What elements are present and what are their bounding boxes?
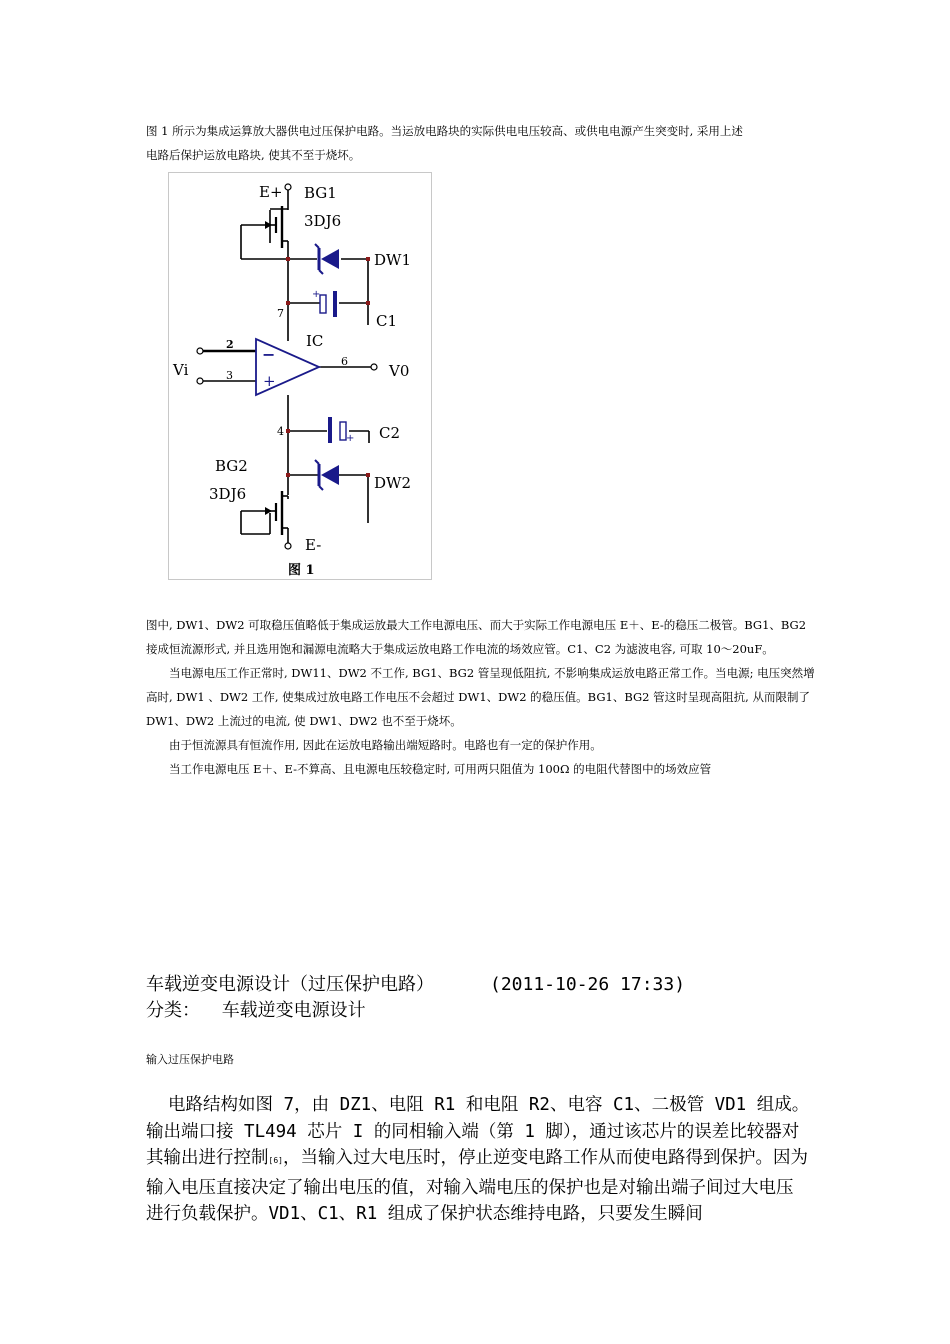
- label-plus: +: [263, 372, 276, 390]
- citation-ref[interactable]: [6]: [268, 1156, 283, 1165]
- body-part-1: 电路结构如图 7，由 DZ1、电阻 R1 和电阻 R2、电容 C1、二极管 VD1 组成。输出端口接 TL494 芯片 I 的同相输入端（第 1 脚），通过该芯片的误差比较器对其输出进行控制: [146, 1095, 810, 1168]
- paragraph-4: 当工作电源电压 E＋、E-不算高、且电源电压较稳定时, 可用两只阻值为 100Ω 的电阻代替图中的场效应管: [169, 762, 712, 776]
- label-dw2: DW2: [374, 474, 411, 492]
- label-bg2: BG2: [215, 457, 248, 475]
- bg1-gate-arrow: [265, 221, 272, 229]
- label-pin4: 4: [277, 425, 284, 438]
- dw1-zener-symbol: [315, 244, 339, 274]
- paragraph-2: 当电源电压工作正常时, DW11、DW2 不工作, BG1、BG2 管呈现低阻抗, 不影响集成运放电路正常工作。当电源; 电压突然增高时, DW1 、DW2 工作, 使集成过放电路工作电压不会超过 DW1、DW2 的稳压值。BG1、BG2 管这时呈现高阻抗, 从而限制了 DW1、DW2 上流过的电流, 使 DW1、DW2 也不至于烧坏。: [146, 666, 815, 728]
- label-e-plus: E+: [259, 183, 283, 201]
- label-ic: IC: [306, 332, 324, 350]
- label-pin7: 7: [277, 307, 284, 320]
- intro-line-1: 图 1 所示为集成运算放大器供电过压保护电路。当运放电路块的实际供电电压较高、或供电电源产生突变时, 采用上述: [146, 124, 743, 138]
- body-part-2: ，当输入过大电压时，停止逆变电路工作从而使电路得到保护。因为输入电压直接决定了输出电压的值，对输入端电压的保护也是对输出端子间过大电压进行负载保护。VD1、C1、R1 组成了保护状态维持电路，只要发生瞬间: [146, 1148, 808, 1224]
- label-pin2: 2: [226, 338, 234, 351]
- label-vi: Vi: [173, 361, 189, 379]
- label-e-minus: E-: [305, 536, 322, 554]
- label-pin6: 6: [341, 355, 348, 368]
- svg-text:+: +: [312, 289, 321, 300]
- article-title: 车载逆变电源设计（过压保护电路）: [146, 974, 434, 995]
- article-header: [146, 972, 685, 1024]
- bg2-gate-arrow: [265, 507, 272, 515]
- label-bg1-type: 3DJ6: [304, 212, 342, 230]
- intro-line-2: 电路后保护运放电路块, 使其不至于烧坏。: [146, 148, 361, 162]
- category-value[interactable]: 车载逆变电源设计: [221, 1000, 366, 1021]
- description-paragraphs: [146, 613, 818, 781]
- intro-paragraph: [146, 119, 816, 167]
- label-vo: V0: [389, 362, 410, 380]
- label-pin3: 3: [226, 369, 233, 382]
- label-c1: C1: [376, 312, 398, 330]
- article-timestamp: (2011-10-26 17:33): [490, 974, 686, 995]
- section-heading: 输入过压保护电路: [146, 1053, 234, 1066]
- label-bg2-type: 3DJ6: [209, 485, 247, 503]
- category-label: 分类：: [146, 1000, 200, 1021]
- label-dw1: DW1: [374, 251, 411, 269]
- circuit-figure: [168, 172, 432, 580]
- dw2-zener-symbol: [315, 460, 339, 490]
- paragraph-3: 由于恒流源具有恒流作用, 因此在运放电路输出端短路时。电路也有一定的保护作用。: [169, 738, 602, 752]
- label-minus: −: [262, 345, 276, 364]
- article-body: [146, 1092, 810, 1228]
- paragraph-1: 图中, DW1、DW2 可取稳压值略低于集成运放最大工作电源电压、而大于实际工作电源电压 E＋、E-的稳压二极管。BG1、BG2 接成恒流源形式, 并且选用饱和漏源电流略大于集成运放电路工作电流的场效应管。C1、C2 为滤波电容, 可取 10～20uF。: [146, 618, 807, 656]
- label-bg1: BG1: [304, 184, 337, 202]
- label-c2: C2: [379, 424, 401, 442]
- figure-caption: 图 1: [288, 563, 315, 578]
- svg-text:+: +: [346, 433, 355, 444]
- circuit-diagram: [169, 173, 431, 579]
